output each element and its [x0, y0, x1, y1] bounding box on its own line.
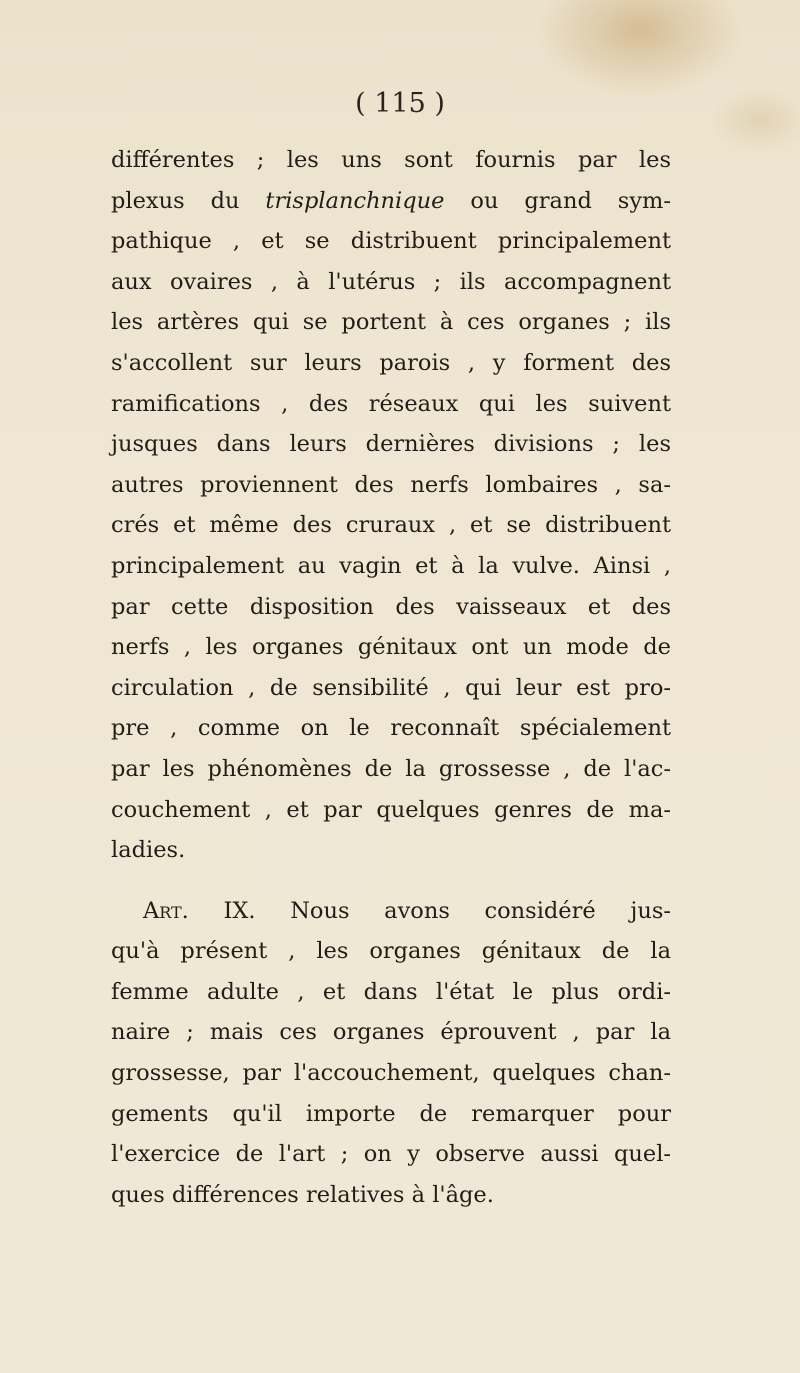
page-number: ( 115 ) [355, 88, 445, 119]
text-segment: Nous avons considéré jus- [255, 897, 671, 924]
text-line: ramifications , des réseaux qui les suivent [111, 390, 671, 417]
text-line: ladies. [111, 837, 186, 864]
text-line: l'exercice de l'art ; on y observe aussi quel- [111, 1141, 671, 1168]
text-line: circulation , de sensibilité , qui leur est pro- [111, 674, 671, 701]
text-line: femme adulte , et dans l'état le plus ordi- [111, 978, 671, 1005]
text-line: différentes ; les uns sont fournis par les [111, 147, 671, 173]
text-line: nerfs , les organes génitaux ont un mode de [111, 634, 671, 661]
article-heading: Art. IX. [143, 897, 256, 924]
text-line: crés et même des cruraux , et se distribuent [111, 512, 671, 539]
paragraph-1 [111, 140, 671, 871]
text-line: grossesse, par l'accouchement, quelques chan- [111, 1060, 671, 1087]
text-line: pre , comme on le reconnaît spécialement [111, 715, 671, 742]
text-line: qu'à présent , les organes génitaux de la [111, 938, 671, 965]
text-line [111, 891, 671, 932]
text-line: par cette disposition des vaisseaux et des [111, 593, 671, 620]
text-line: principalement au vagin et à la vulve. Ainsi , [111, 552, 671, 579]
paragraph-gap [111, 871, 671, 891]
text-line: par les phénomènes de la grossesse , de l'ac- [111, 755, 671, 782]
text-line: pathique , et se distribuent principalement [111, 228, 671, 255]
text-segment: ou grand sym- [444, 187, 671, 214]
text-line: jusques dans leurs dernières divisions ; les [111, 431, 671, 458]
text-line: ques différences relatives à l'âge. [111, 1181, 494, 1208]
text-line: autres proviennent des nerfs lombaires , sa- [111, 471, 671, 498]
text-line: les artères qui se portent à ces organes ; ils [111, 309, 671, 336]
text-segment: plexus du [111, 187, 266, 214]
text-line: naire ; mais ces organes éprouvent , par la [111, 1019, 671, 1046]
text-line: gements qu'il importe de remarquer pour [111, 1100, 671, 1127]
paragraph-2 [111, 891, 671, 1216]
text-line: aux ovaires , à l'utérus ; ils accompagnent [111, 268, 671, 295]
italic-term: trisplanchnique [265, 187, 445, 214]
text-line: s'accollent sur leurs parois , y forment des [111, 349, 671, 376]
text-line [111, 181, 671, 222]
text-line: couchement , et par quelques genres de ma- [111, 796, 671, 823]
body-text [111, 140, 671, 1215]
